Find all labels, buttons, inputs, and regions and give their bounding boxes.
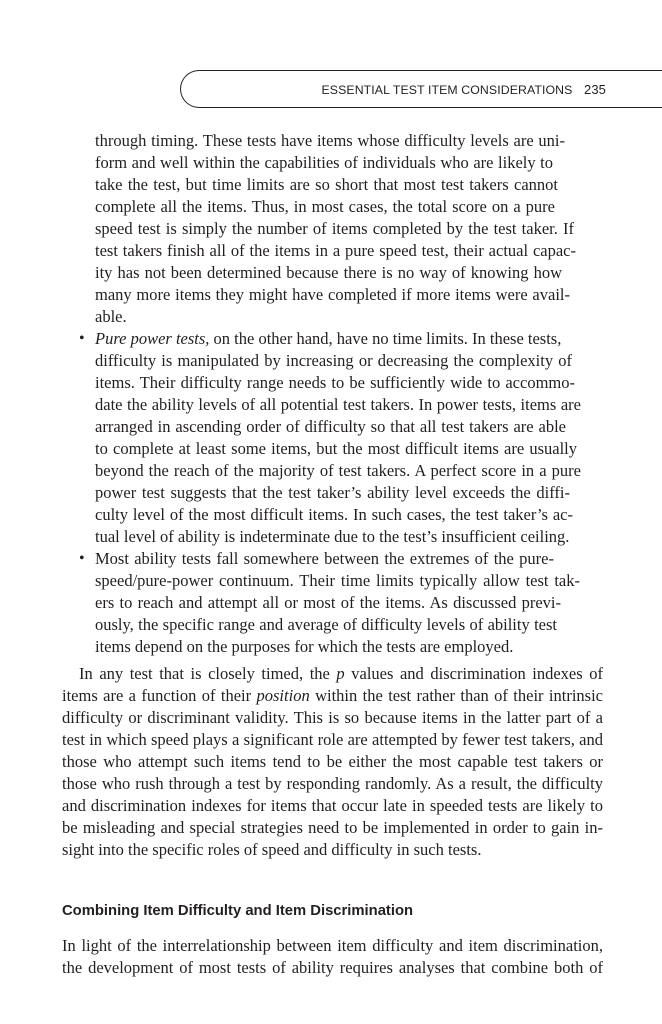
- text-line: culty level of the most difficult items. In such cases, the test taker’s ac-: [95, 505, 573, 524]
- text-line: ers to reach and attempt all or most of the items. As discussed previ-: [95, 593, 561, 612]
- bullet-marker: •: [79, 550, 85, 567]
- text-line: tual level of ability is indeterminate due to the test’s insufficient ceiling.: [95, 527, 570, 546]
- running-head: [321, 82, 606, 97]
- text-line: form and well within the capabilities of individuals who are likely to: [95, 153, 553, 172]
- text-line: and discrimination indexes for items that occur late in speeded tests are likely to: [62, 796, 603, 815]
- section-heading: Combining Item Difficulty and Item Discrimination: [62, 903, 414, 919]
- term-pure-power-tests: Pure power tests,: [95, 329, 210, 348]
- text-line: take the test, but time limits are so short that most test takers cannot: [95, 175, 558, 194]
- text-line: speed/pure-power continuum. Their time limits typically allow test tak-: [95, 571, 580, 590]
- text-line: difficulty is manipulated by increasing or decreasing the complexity of: [95, 351, 572, 370]
- text-line: to complete at least some items, but the most difficult items are usually: [95, 439, 577, 458]
- italic-position: position: [256, 686, 310, 705]
- page-number: 235: [584, 82, 606, 97]
- italic-p: p: [336, 664, 345, 683]
- text-line: test takers finish all of the items in a pure speed test, their actual capac-: [95, 241, 576, 260]
- text-line: those who rush through a test by responding randomly. As a result, the difficulty: [62, 774, 603, 793]
- text-line: through timing. These tests have items whose difficulty levels are uni-: [95, 131, 565, 150]
- text-line: difficulty or discriminant validity. This is so because items in the latter part of a: [62, 708, 603, 727]
- text-line: complete all the items. Thus, in most cases, the total score on a pure: [95, 197, 555, 216]
- text-line: items are a function of their position within the test rather than of their intrinsic: [62, 686, 603, 705]
- text-line: sight into the specific roles of speed and difficulty in such tests.: [62, 840, 482, 859]
- text-line: ously, the specific range and average of difficulty levels of ability test: [95, 615, 557, 634]
- text-line: be misleading and special strategies need to be implemented in order to gain in-: [62, 818, 603, 837]
- text-line: test in which speed plays a significant role are attempted by fewer test takers, and: [62, 730, 603, 749]
- running-head-title: ESSENTIAL TEST ITEM CONSIDERATIONS: [321, 83, 573, 97]
- bullet-marker: •: [79, 330, 85, 347]
- text-line: Most ability tests fall somewhere between the extremes of the pure-: [95, 549, 554, 568]
- text-line: arranged in ascending order of difficulty so that all test takers are able: [95, 417, 566, 436]
- text-line: many more items they might have completed if more items were avail-: [95, 285, 570, 304]
- text-line: able.: [95, 307, 127, 326]
- text-line: date the ability levels of all potential test takers. In power tests, items are: [95, 395, 581, 414]
- text-line: beyond the reach of the majority of test takers. A perfect score in a pure: [95, 461, 581, 480]
- text-line: ity has not been determined because there is no way of knowing how: [95, 263, 562, 282]
- text-line: items depend on the purposes for which the tests are employed.: [95, 637, 514, 656]
- text-line: In any test that is closely timed, the p values and discrimination indexes of: [79, 664, 603, 683]
- text-line: Pure power tests, on the other hand, have no time limits. In these tests,: [95, 329, 562, 348]
- text-line: speed test is simply the number of items completed by the test taker. If: [95, 219, 574, 238]
- text-line: those who attempt such items tend to be either the most capable test takers or: [62, 752, 603, 771]
- text-line: power test suggests that the test taker’s ability level exceeds the diffi-: [95, 483, 570, 502]
- text-line: the development of most tests of ability requires analyses that combine both of: [62, 958, 603, 977]
- text-line: items. Their difficulty range needs to be sufficiently wide to accommo-: [95, 373, 575, 392]
- text-line: In light of the interrelationship between item difficulty and item discrimination,: [62, 936, 603, 955]
